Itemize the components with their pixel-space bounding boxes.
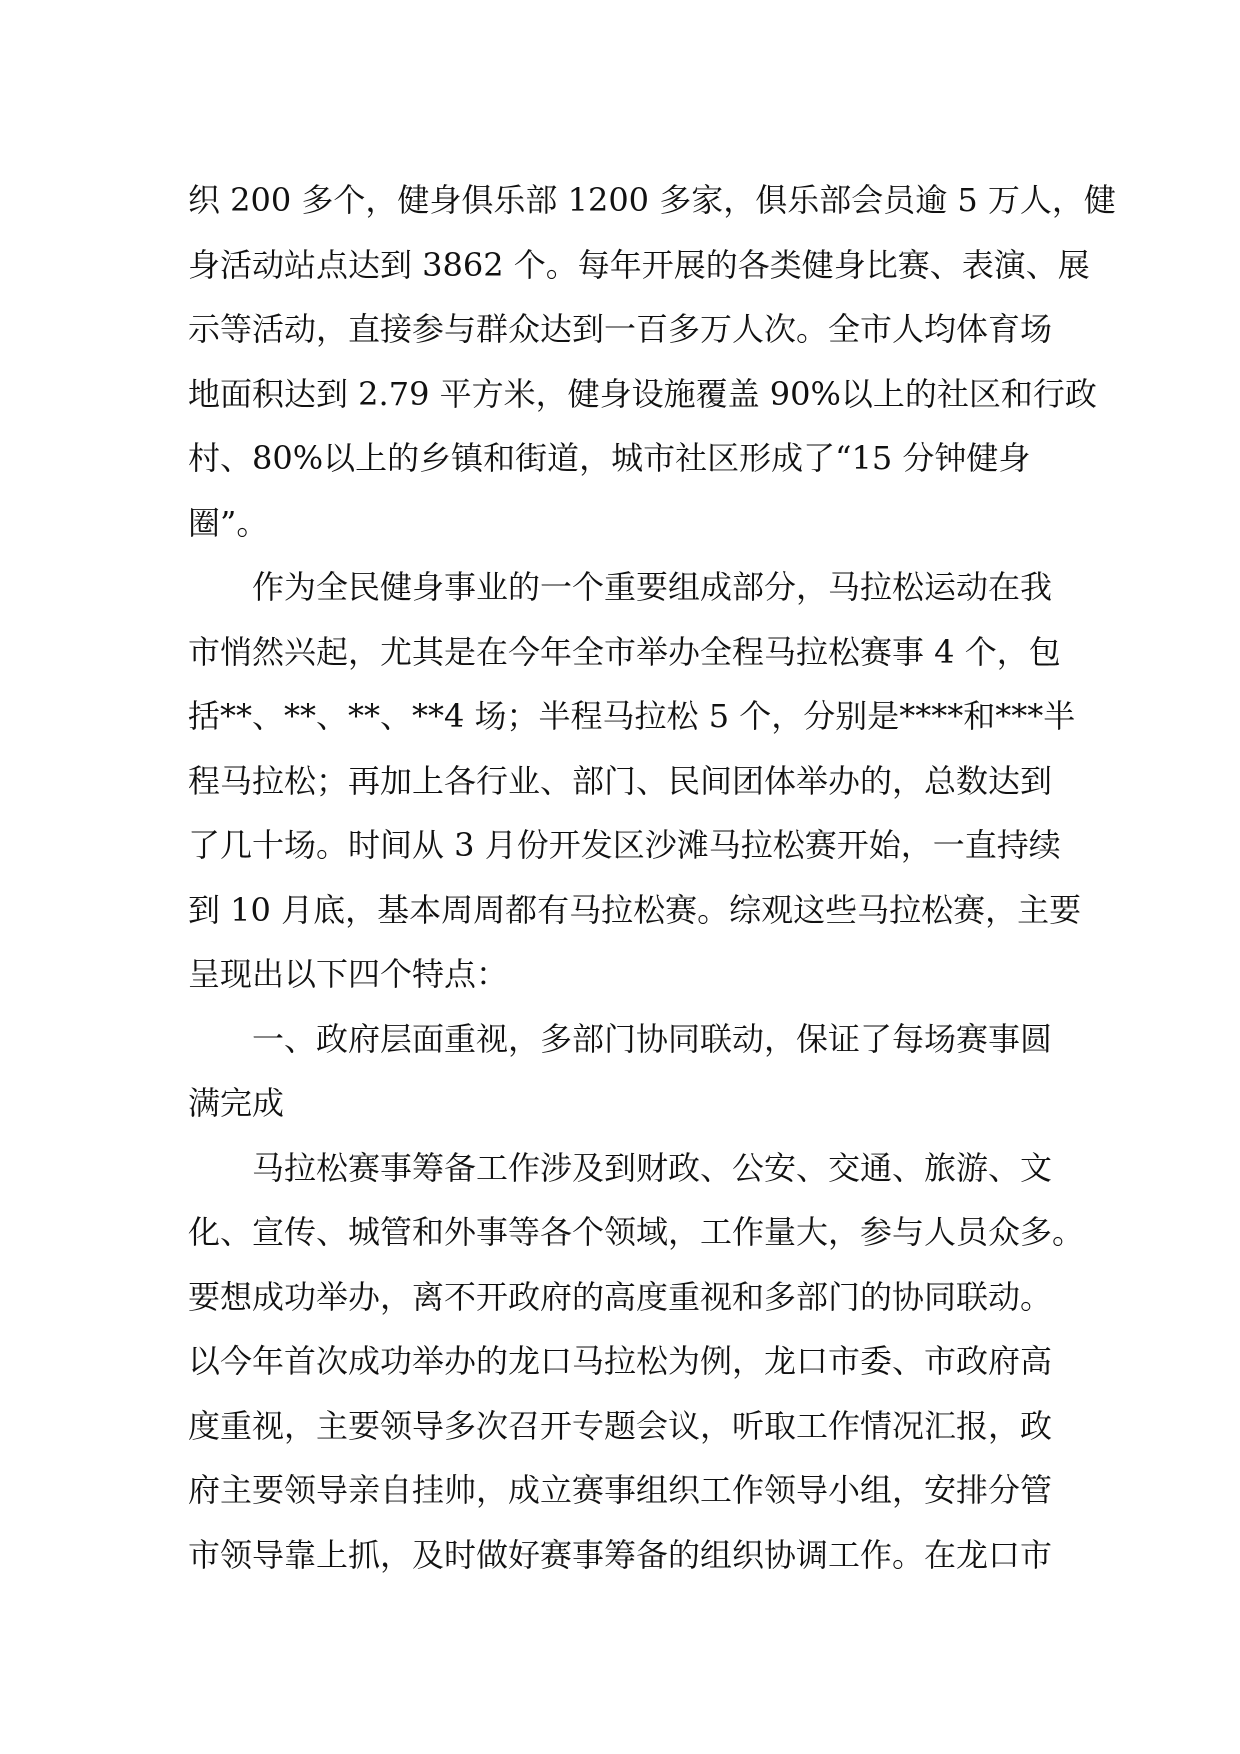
text-line: 了几十场。时间从 3 月份开发区沙滩马拉松赛开始，一直持续 — [188, 826, 1061, 864]
text-line: 村、80%以上的乡镇和街道，城市社区形成了“15 分钟健身 — [188, 439, 1031, 477]
paragraph-start-line: 作为全民健身事业的一个重要组成部分，马拉松运动在我 — [252, 568, 1053, 606]
text-line: 圈”。 — [188, 503, 269, 542]
text-line: 示等活动，直接参与群众达到一百多万人次。全市人均体育场 — [188, 310, 1053, 348]
text-line: 府主要领导亲自挂帅，成立赛事组织工作领导小组，安排分管 — [188, 1471, 1053, 1509]
text-line: 程马拉松；再加上各行业、部门、民间团体举办的，总数达到 — [188, 761, 1053, 800]
text-line: 地面积达到 2.79 平方米，健身设施覆盖 90%以上的社区和行政 — [188, 374, 1097, 413]
section-heading-line: 一、政府层面重视，多部门协同联动，保证了每场赛事圆 — [252, 1019, 1053, 1058]
text-line: 要想成功举办，离不开政府的高度重视和多部门的协同联动。 — [188, 1277, 1053, 1316]
text-line: 以今年首次成功举办的龙口马拉松为例，龙口市委、市政府高 — [188, 1342, 1053, 1380]
text-line: 到 10 月底，基本周周都有马拉松赛。综观这些马拉松赛，主要 — [188, 890, 1082, 929]
text-line: 织 200 多个，健身俱乐部 1200 多家，俱乐部会员逾 5 万人，健 — [188, 181, 1116, 219]
text-line: 括**、**、**、**4 场；半程马拉松 5 个，分别是****和***半 — [188, 697, 1076, 735]
body-text — [188, 168, 1116, 1587]
paragraph-start-line: 马拉松赛事筹备工作涉及到财政、公安、交通、旅游、文 — [252, 1148, 1053, 1187]
text-line: 市悄然兴起，尤其是在今年全市举办全程马拉松赛事 4 个，包 — [188, 632, 1061, 671]
text-line: 化、宣传、城管和外事等各个领域，工作量大，参与人员众多。 — [188, 1213, 1085, 1251]
text-line: 呈现出以下四个特点： — [188, 955, 509, 993]
text-line: 市领导靠上抓，及时做好赛事筹备的组织协调工作。在龙口市 — [188, 1535, 1053, 1574]
text-line: 身活动站点达到 3862 个。每年开展的各类健身比赛、表演、展 — [188, 245, 1090, 284]
section-heading-line: 满完成 — [188, 1084, 285, 1122]
text-line: 度重视，主要领导多次召开专题会议，听取工作情况汇报，政 — [188, 1406, 1053, 1445]
